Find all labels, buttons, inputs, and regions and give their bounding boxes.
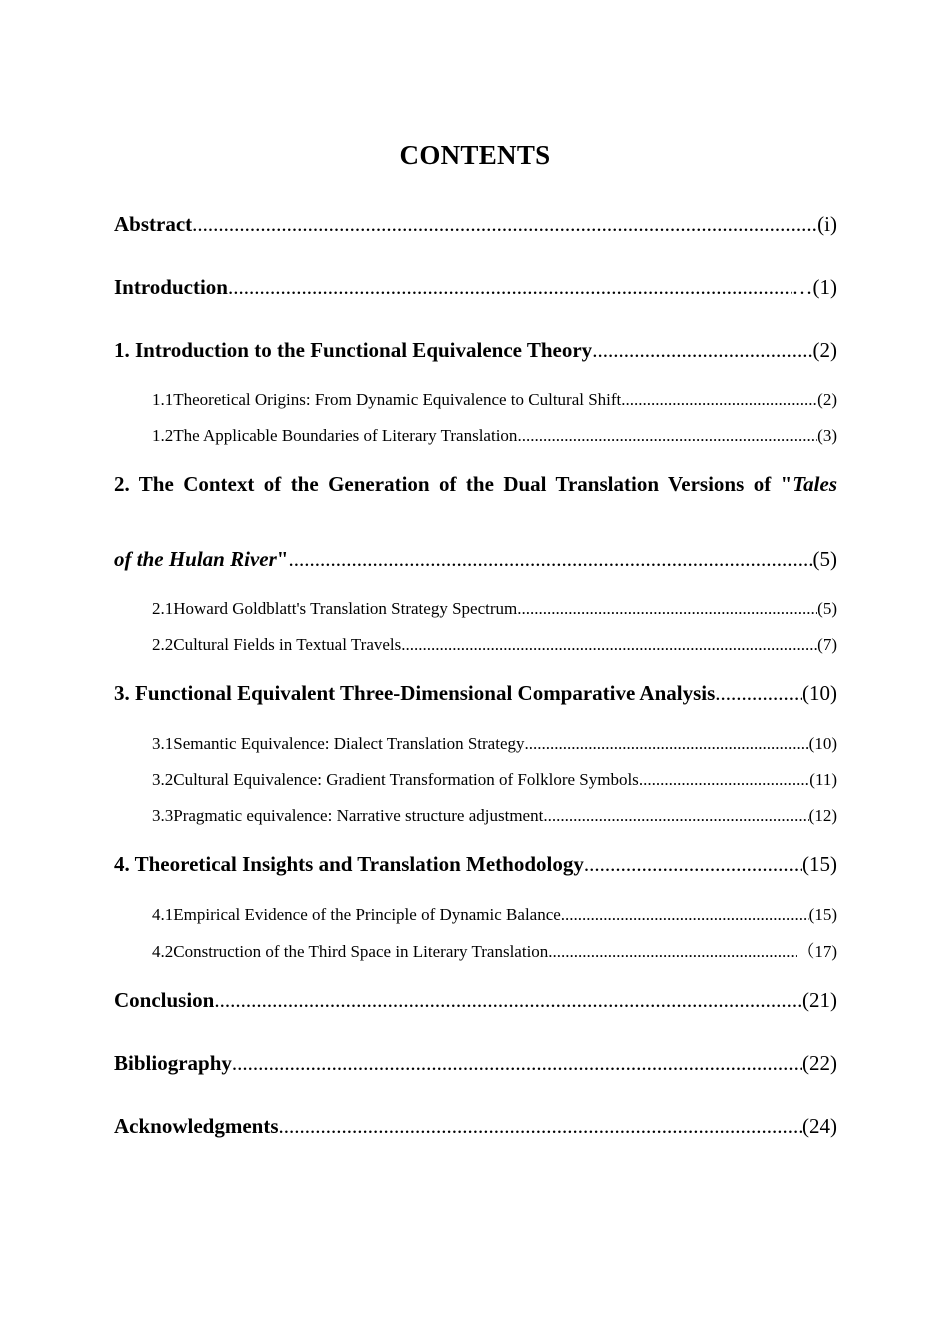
toc-entry-label: " [276,547,289,571]
toc-entry-section-3-1[interactable] [152,732,837,756]
toc-entry-section-2-2[interactable] [152,633,837,657]
toc-entry-abstract[interactable] [114,210,837,238]
toc-page-number: (10) [808,734,837,753]
dot-leader [715,679,802,707]
dot-leader [192,210,817,238]
toc-page-number: (2) [812,338,837,362]
toc-entry-label: 3.1Semantic Equivalence: Dialect Translation Strategy [152,734,525,753]
toc-page-number: (24) [802,1114,837,1138]
dot-leader [621,388,817,412]
toc-entry-label: Conclusion [114,988,215,1012]
toc-entry-section-1-2[interactable] [152,424,837,448]
toc-page-number: (15) [802,852,837,876]
toc-page-number: (15) [808,905,837,924]
dot-leader [592,336,812,364]
toc-page-number: (11) [809,770,837,789]
toc-entry-bibliography[interactable] [114,1049,837,1077]
toc-page-number: (21) [802,988,837,1012]
toc-entry-section-2-1[interactable] [152,597,837,621]
toc-page-number: (5) [817,599,837,618]
dot-leader [584,850,802,878]
dot-leader [548,940,797,964]
toc-entry-label: 2. The Context of the Generation of the Dual Translation Versions of " [114,472,793,496]
toc-entry-label: 1.1Theoretical Origins: From Dynamic Equivalence to Cultural Shift [152,390,622,409]
dot-leader [288,545,812,573]
toc-page-number: （17) [797,942,837,961]
toc-entry-label: 3. Functional Equivalent Three-Dimensional Comparative Analysis [114,681,716,705]
dot-leader [525,732,809,756]
toc-entry-section-3-2[interactable] [152,768,837,792]
toc-entry-label: Introduction [114,275,228,299]
toc-entry-chapter-2-line-1[interactable] [114,470,837,498]
toc-entry-label: 1. Introduction to the Functional Equivalence Theory [114,338,593,362]
toc-entry-conclusion[interactable] [114,986,837,1014]
toc-entry-label: 2.2Cultural Fields in Textual Travels [152,635,402,654]
dot-leader [279,1112,802,1140]
toc-entry-label: 1.2The Applicable Boundaries of Literary Translation [152,426,518,445]
toc-entry-label: 3.2Cultural Equivalence: Gradient Transformation of Folklore Symbols [152,770,639,789]
dot-leader [232,1049,802,1077]
toc-page-number: (22) [802,1051,837,1075]
dot-leader [228,273,792,301]
toc-entry-label: 3.3Pragmatic equivalence: Narrative structure adjustment [152,806,544,825]
toc-entry-label: 4. Theoretical Insights and Translation Methodology [114,852,584,876]
toc-page-number: (2) [817,390,837,409]
toc-entry-chapter-3[interactable] [114,679,837,707]
toc-page-number: (7) [817,635,837,654]
toc-entry-label: 4.1Empirical Evidence of the Principle of Dynamic Balance [152,905,561,924]
toc-entry-label: Bibliography [114,1051,232,1075]
dot-leader [639,768,809,792]
page-title: CONTENTS [399,140,551,170]
toc-page-number: …(1) [791,275,837,299]
toc-entry-section-4-1[interactable] [152,903,837,927]
toc-page-number: (12) [808,806,837,825]
toc-page-number: (i) [817,212,837,236]
dot-leader [401,633,817,657]
toc-page-number: (10) [802,681,837,705]
dot-leader [214,986,802,1014]
toc-entry-introduction[interactable] [114,273,837,301]
toc-entry-section-4-2[interactable] [152,940,837,964]
dot-leader [517,597,817,621]
toc-entry-acknowledgments[interactable] [114,1112,837,1140]
toc-entry-chapter-1[interactable] [114,336,837,364]
toc-entry-section-1-1[interactable] [152,388,837,412]
toc-page-number: (5) [812,547,837,571]
toc-entry-section-3-3[interactable] [152,804,837,828]
toc-entry-chapter-2-line-2[interactable] [114,545,837,573]
toc-entry-label-italic: of the Hulan River [114,547,277,571]
toc-entry-chapter-4[interactable] [114,850,837,878]
toc-entry-label-italic: Tales [792,472,837,496]
toc-page-number: (3) [817,426,837,445]
toc-entry-label: Acknowledgments [114,1114,279,1138]
dot-leader [517,424,817,448]
dot-leader [543,804,808,828]
dot-leader [561,903,809,927]
toc-entry-label: 4.2Construction of the Third Space in Literary Translation [152,942,549,961]
toc-entry-label: Abstract [114,212,193,236]
toc-entry-label: 2.1Howard Goldblatt's Translation Strategy Spectrum [152,599,518,618]
